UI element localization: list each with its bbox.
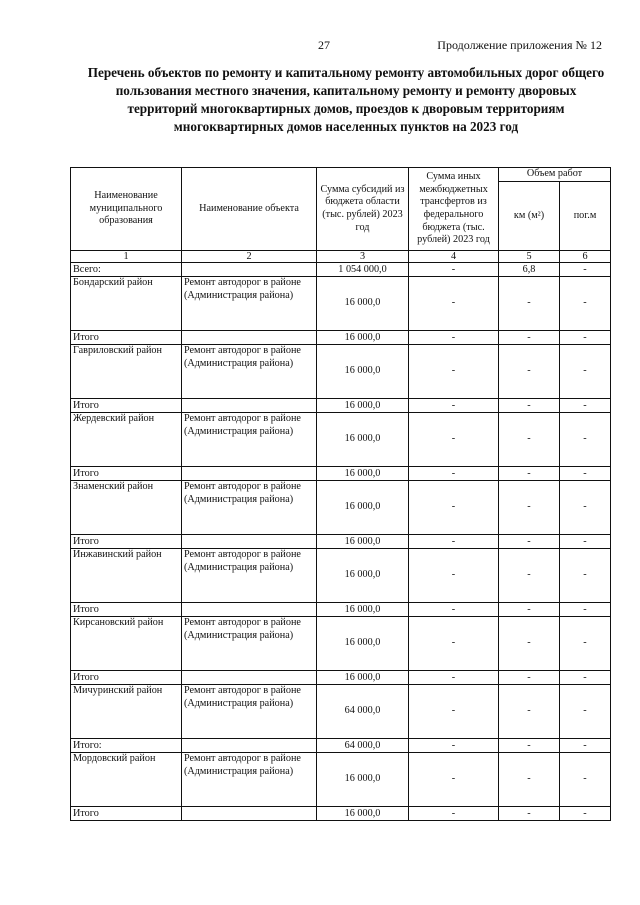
subtotal-row: [71, 467, 611, 481]
subtotal-subsidy: 16 000,0: [317, 603, 409, 617]
subtotal-km: -: [499, 467, 560, 481]
subtotal-label: Итого: [71, 671, 182, 685]
table-row: [71, 685, 611, 739]
transfers-cell: -: [409, 345, 499, 399]
header-municipality: Наименование муниципального образования: [71, 168, 182, 251]
subtotal-subsidy: 16 000,0: [317, 399, 409, 413]
subsidy-cell: 16 000,0: [317, 345, 409, 399]
subtotal-transfers: -: [409, 399, 499, 413]
subtotal-row: [71, 671, 611, 685]
subtotal-object: [182, 671, 317, 685]
grand-total-label: Всего:: [71, 263, 182, 277]
subtotal-subsidy: 64 000,0: [317, 739, 409, 753]
subsidy-cell: 16 000,0: [317, 481, 409, 535]
subtotal-km: -: [499, 739, 560, 753]
subtotal-subsidy: 16 000,0: [317, 671, 409, 685]
km-cell: -: [499, 753, 560, 807]
grand-total-row: [71, 263, 611, 277]
subtotal-transfers: -: [409, 535, 499, 549]
municipality-cell: Бондарский район: [71, 277, 182, 331]
pogm-cell: -: [560, 549, 611, 603]
subtotal-label: Итого: [71, 603, 182, 617]
subtotal-row: [71, 603, 611, 617]
header-transfers: Сумма иных межбюджетных трансфертов из федерального бюджета (тыс. рублей) 2023 год: [409, 168, 499, 251]
document-title: Перечень объектов по ремонту и капитальному ремонту автомобильных дорог общего пользования местного значения, капитальному ремонту и ремонту дворовых территорий многоквартирных домов, проездов к дворовым территориям многоквартирных домов населенных пунктов на 2023 год: [87, 65, 605, 134]
transfers-cell: -: [409, 549, 499, 603]
km-cell: -: [499, 345, 560, 399]
transfers-cell: -: [409, 685, 499, 739]
object-cell: Ремонт автодорог в районе (Администрация района): [182, 685, 317, 739]
transfers-cell: -: [409, 753, 499, 807]
pogm-cell: -: [560, 685, 611, 739]
object-cell: Ремонт автодорог в районе (Администрация района): [182, 753, 317, 807]
subtotal-object: [182, 739, 317, 753]
pogm-cell: -: [560, 345, 611, 399]
table-row: [71, 481, 611, 535]
subtotal-transfers: -: [409, 467, 499, 481]
subtotal-subsidy: 16 000,0: [317, 467, 409, 481]
column-index: 6: [560, 251, 611, 263]
subtotal-object: [182, 467, 317, 481]
subtotal-object: [182, 399, 317, 413]
subtotal-object: [182, 331, 317, 345]
pogm-cell: -: [560, 617, 611, 671]
subsidy-cell: 16 000,0: [317, 277, 409, 331]
subtotal-row: [71, 535, 611, 549]
subtotal-label: Итого: [71, 535, 182, 549]
municipality-cell: Мордовский район: [71, 753, 182, 807]
grand-total-km: 6,8: [499, 263, 560, 277]
subtotal-transfers: -: [409, 671, 499, 685]
transfers-cell: -: [409, 617, 499, 671]
subtotal-pogm: -: [560, 535, 611, 549]
km-cell: -: [499, 685, 560, 739]
object-cell: Ремонт автодорог в районе (Администрация района): [182, 413, 317, 467]
table-row: [71, 277, 611, 331]
km-cell: -: [499, 413, 560, 467]
column-index-row: [71, 251, 611, 263]
subtotal-object: [182, 603, 317, 617]
header-km: км (м²): [499, 181, 560, 250]
subtotal-row: [71, 807, 611, 821]
table-row: [71, 345, 611, 399]
subsidy-cell: 64 000,0: [317, 685, 409, 739]
subtotal-km: -: [499, 331, 560, 345]
municipality-cell: Кирсановский район: [71, 617, 182, 671]
subtotal-transfers: -: [409, 603, 499, 617]
subsidy-cell: 16 000,0: [317, 753, 409, 807]
subsidy-cell: 16 000,0: [317, 617, 409, 671]
subtotal-pogm: -: [560, 807, 611, 821]
page-number: 27: [318, 38, 330, 52]
column-index: 1: [71, 251, 182, 263]
column-index: 2: [182, 251, 317, 263]
municipality-cell: Жердевский район: [71, 413, 182, 467]
subtotal-label: Итого: [71, 807, 182, 821]
grand-total-object: [182, 263, 317, 277]
grand-total-transfers: -: [409, 263, 499, 277]
municipality-cell: Гавриловский район: [71, 345, 182, 399]
subtotal-transfers: -: [409, 331, 499, 345]
grand-total-subsidy: 1 054 000,0: [317, 263, 409, 277]
subtotal-km: -: [499, 671, 560, 685]
subtotal-row: [71, 399, 611, 413]
objects-table: [70, 167, 611, 821]
subtotal-row: [71, 739, 611, 753]
appendix-continuation: Продолжение приложения № 12: [437, 38, 602, 52]
pogm-cell: -: [560, 277, 611, 331]
subsidy-cell: 16 000,0: [317, 413, 409, 467]
table-row: [71, 413, 611, 467]
subtotal-pogm: -: [560, 399, 611, 413]
subtotal-object: [182, 535, 317, 549]
transfers-cell: -: [409, 481, 499, 535]
km-cell: -: [499, 481, 560, 535]
km-cell: -: [499, 277, 560, 331]
pogm-cell: -: [560, 753, 611, 807]
subtotal-km: -: [499, 603, 560, 617]
header-object: Наименование объекта: [182, 168, 317, 251]
subtotal-subsidy: 16 000,0: [317, 807, 409, 821]
object-cell: Ремонт автодорог в районе (Администрация района): [182, 549, 317, 603]
subtotal-label: Итого: [71, 331, 182, 345]
subtotal-pogm: -: [560, 739, 611, 753]
object-cell: Ремонт автодорог в районе (Администрация района): [182, 617, 317, 671]
km-cell: -: [499, 549, 560, 603]
subtotal-km: -: [499, 535, 560, 549]
municipality-cell: Мичуринский район: [71, 685, 182, 739]
municipality-cell: Инжавинский район: [71, 549, 182, 603]
subtotal-subsidy: 16 000,0: [317, 331, 409, 345]
subtotal-label: Итого:: [71, 739, 182, 753]
object-cell: Ремонт автодорог в районе (Администрация района): [182, 481, 317, 535]
table-row: [71, 753, 611, 807]
pogm-cell: -: [560, 413, 611, 467]
subtotal-label: Итого: [71, 399, 182, 413]
subtotal-pogm: -: [560, 467, 611, 481]
subtotal-label: Итого: [71, 467, 182, 481]
subtotal-object: [182, 807, 317, 821]
column-index: 4: [409, 251, 499, 263]
pogm-cell: -: [560, 481, 611, 535]
subtotal-subsidy: 16 000,0: [317, 535, 409, 549]
subtotal-pogm: -: [560, 603, 611, 617]
header-volume: Объем работ: [499, 168, 611, 182]
table-row: [71, 617, 611, 671]
table-row: [71, 549, 611, 603]
subtotal-transfers: -: [409, 807, 499, 821]
object-cell: Ремонт автодорог в районе (Администрация района): [182, 345, 317, 399]
municipality-cell: Знаменский район: [71, 481, 182, 535]
object-cell: Ремонт автодорог в районе (Администрация района): [182, 277, 317, 331]
column-index: 3: [317, 251, 409, 263]
grand-total-pogm: -: [560, 263, 611, 277]
km-cell: -: [499, 617, 560, 671]
subtotal-row: [71, 331, 611, 345]
subtotal-km: -: [499, 399, 560, 413]
transfers-cell: -: [409, 277, 499, 331]
subtotal-km: -: [499, 807, 560, 821]
header-pogm: пог.м: [560, 181, 611, 250]
subsidy-cell: 16 000,0: [317, 549, 409, 603]
header-subsidy: Сумма субсидий из бюджета области (тыс. рублей) 2023 год: [317, 168, 409, 251]
transfers-cell: -: [409, 413, 499, 467]
subtotal-pogm: -: [560, 331, 611, 345]
page-header: [0, 38, 640, 54]
column-index: 5: [499, 251, 560, 263]
subtotal-transfers: -: [409, 739, 499, 753]
subtotal-pogm: -: [560, 671, 611, 685]
